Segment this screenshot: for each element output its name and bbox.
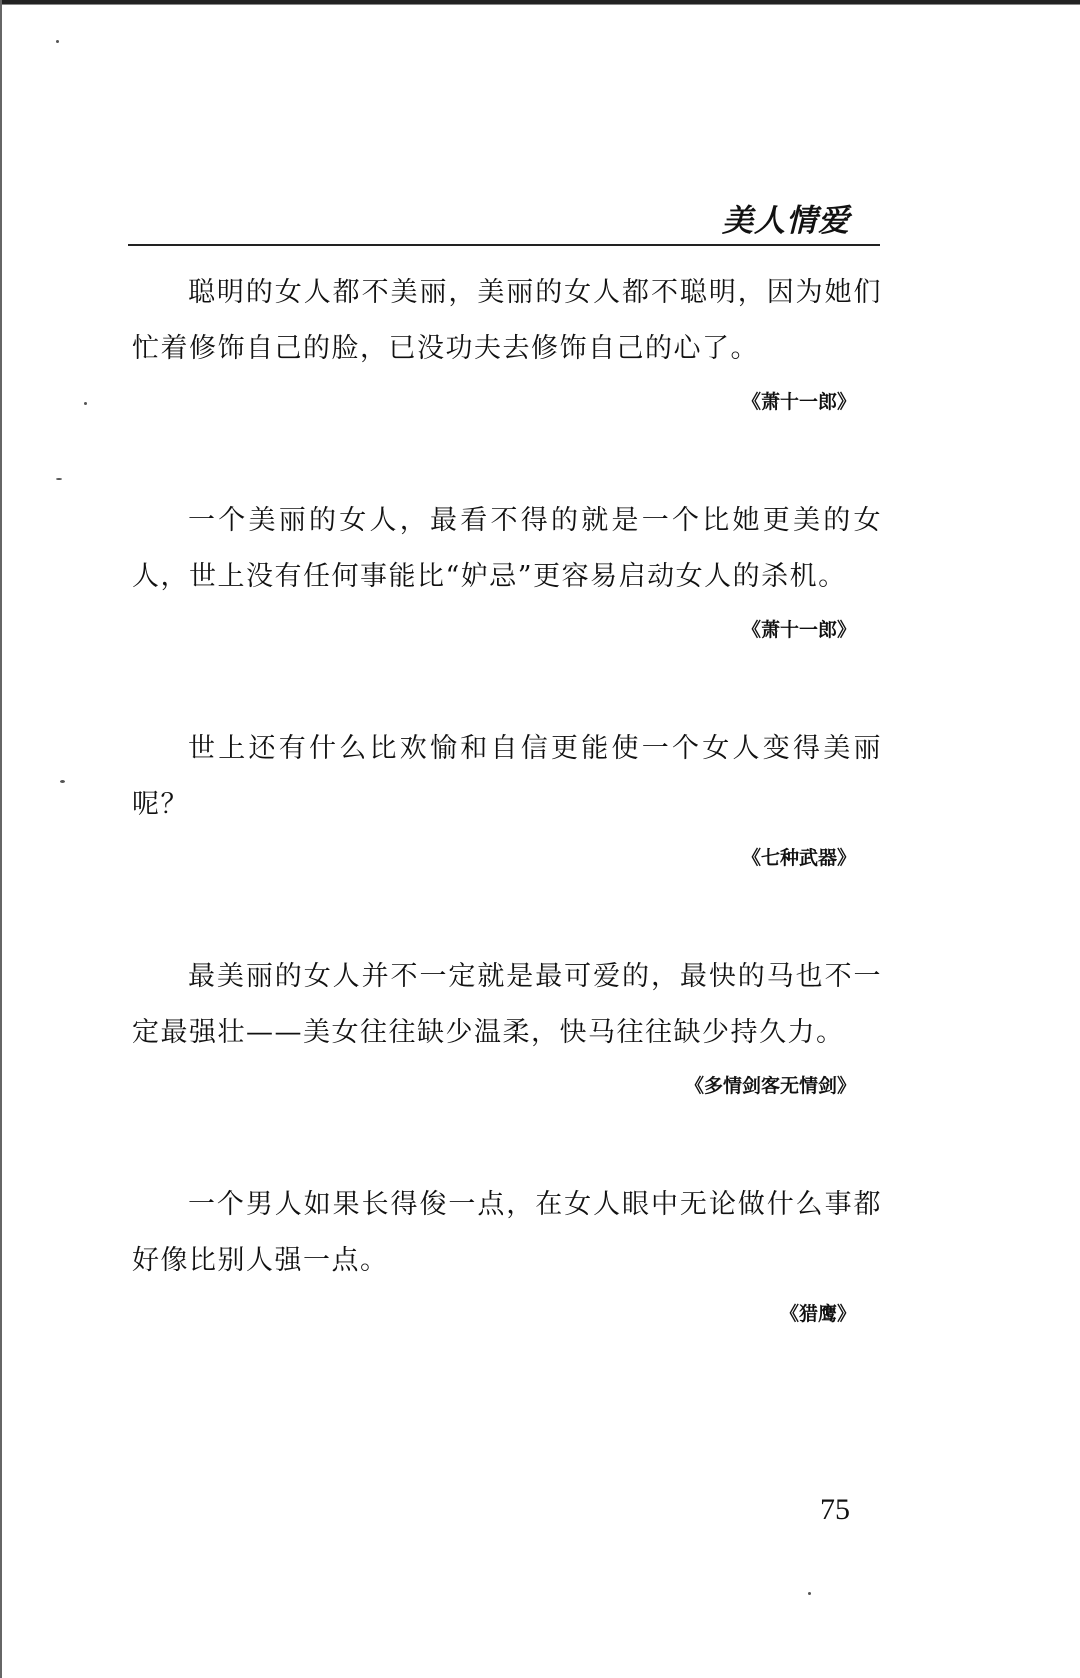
scan-speck (808, 1592, 811, 1595)
scan-speck (60, 780, 65, 783)
quote-entry (132, 949, 882, 1111)
quote-text: 聪明的女人都不美丽，美丽的女人都不聪明，因为她们忙着修饰自己的脸，已没功夫去修饰自己的心了。 (132, 277, 882, 364)
quote-text: 一个美丽的女人，最看不得的就是一个比她更美的女人，世上没有任何事能比“妒忌”更容易启动女人的杀机。 (132, 505, 882, 592)
page-left-edge (0, 0, 2, 1678)
quote-entry (132, 493, 882, 655)
quotes-column (132, 265, 882, 1339)
quote-entry (132, 1177, 882, 1339)
quote-text: 世上还有什么比欢愉和自信更能使一个女人变得美丽呢？ (132, 733, 882, 820)
quote-source: 《萧十一郎》 (741, 619, 856, 641)
quote-entry (132, 721, 882, 883)
quote-entry (132, 265, 882, 427)
page-top-edge-shadow (0, 4, 1080, 5)
header-rule (128, 244, 880, 246)
quote-source: 《七种武器》 (741, 847, 856, 869)
quote-source: 《猎鹰》 (779, 1303, 856, 1325)
scan-speck (56, 40, 59, 43)
quote-text: 一个男人如果长得俊一点，在女人眼中无论做什么事都好像比别人强一点。 (132, 1189, 882, 1276)
quote-text: 最美丽的女人并不一定就是最可爱的，最快的马也不一定最强壮——美女往往缺少温柔，快马往往缺少持久力。 (132, 961, 882, 1048)
quote-source: 《萧十一郎》 (741, 391, 856, 413)
running-header-title: 美人情爱 (722, 203, 850, 239)
scan-speck (84, 402, 87, 405)
page-number: 75 (820, 1493, 850, 1526)
quote-source: 《多情剑客无情剑》 (684, 1075, 856, 1097)
scan-speck (56, 478, 62, 480)
